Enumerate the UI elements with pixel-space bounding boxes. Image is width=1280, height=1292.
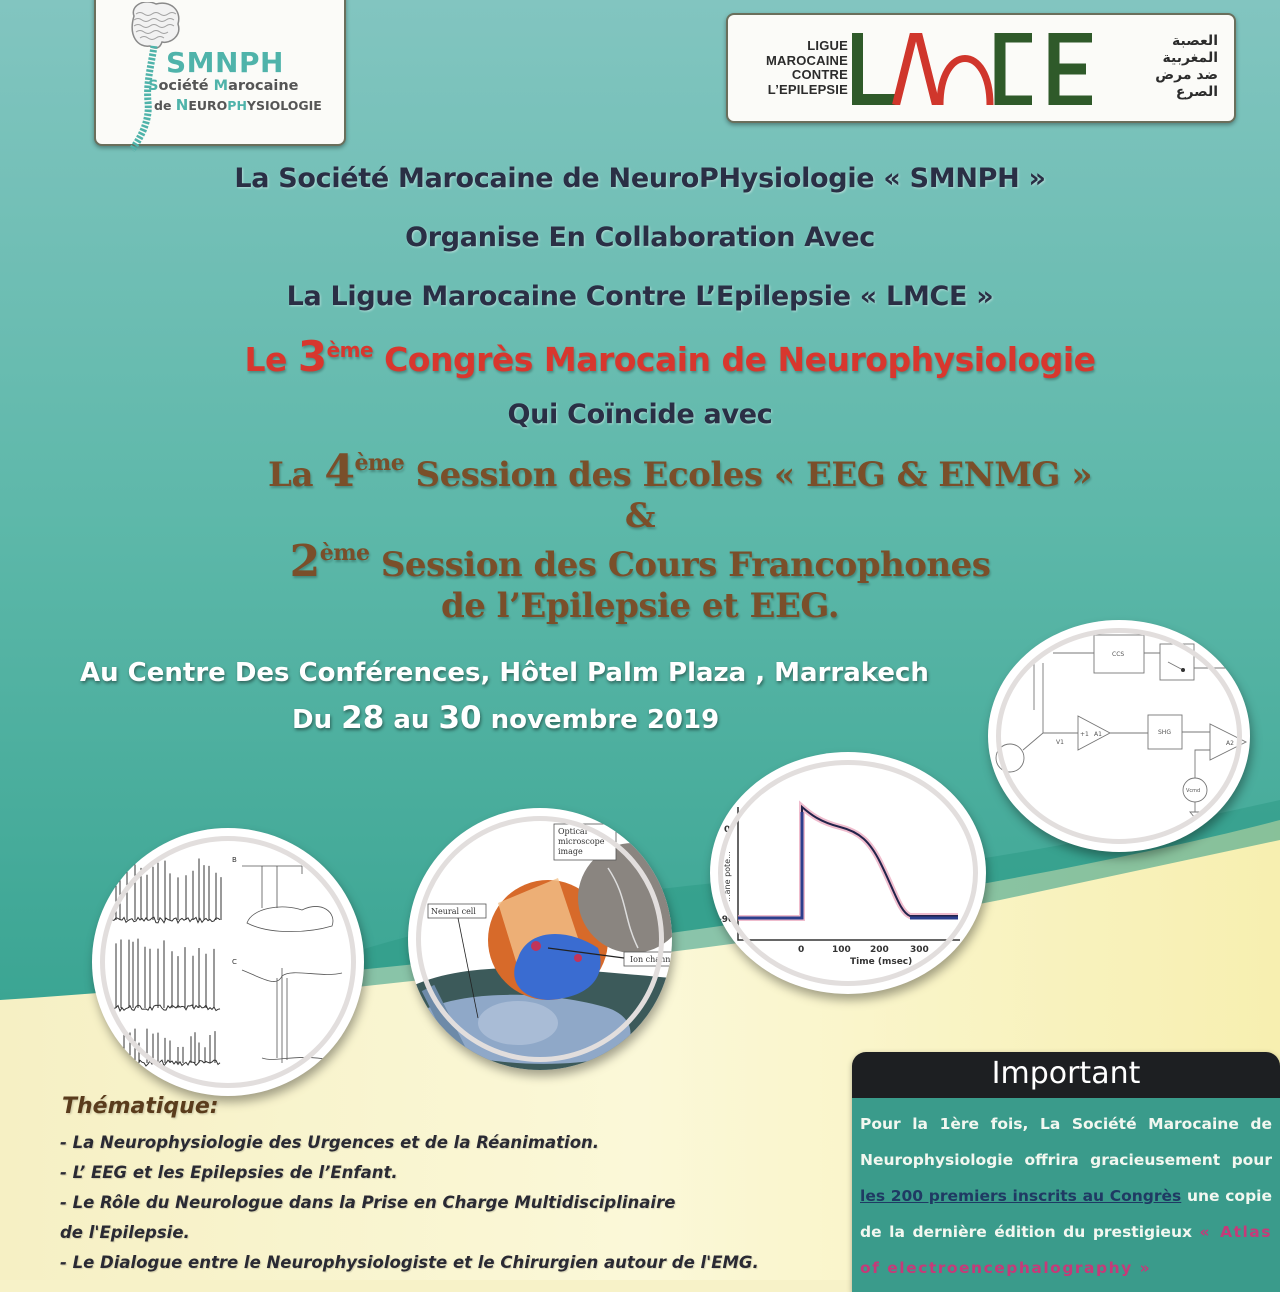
text-ph: PH [227, 98, 247, 113]
important-text [852, 1098, 1280, 1292]
x-tick-100: 100 [832, 945, 851, 955]
important-title: Important [852, 1052, 1280, 1098]
label-a1: A1 [1094, 731, 1102, 738]
neural-cell-label: Neural cell [431, 907, 476, 916]
label-ccs: CCS [1112, 651, 1125, 658]
label-plus1: +1 [1080, 731, 1089, 738]
neural-cell-image [408, 808, 672, 1070]
label-v1: V1 [1056, 739, 1064, 746]
venue-text: Au Centre Des Conférences, Hôtel Palm Plaza , Marrakech [80, 658, 929, 688]
x-axis-label: Time (msec) [850, 957, 913, 967]
ion-channel-label: Ion chann [630, 955, 671, 964]
session2-title [0, 536, 1280, 587]
optical-label-3: image [558, 847, 583, 856]
organizer-line: La Société Marocaine de NeuroPHysiologie « SMNPH » [234, 163, 1046, 194]
important-box [852, 1052, 1280, 1292]
offer-link[interactable]: les 200 premiers inscrits au Congrès [860, 1187, 1182, 1205]
collaboration-line: Organise En Collaboration Avec [405, 222, 875, 253]
thematique-title: Thématique: [62, 1094, 219, 1119]
lmce-mark-icon [852, 33, 1102, 105]
thematique-list [60, 1128, 759, 1278]
eeg-baseline [112, 1060, 220, 1066]
initial-m: M [213, 78, 229, 94]
ampersand: & [624, 496, 656, 536]
ordinal-suffix: ème [354, 450, 405, 476]
lmce-line: CONTRE [791, 67, 848, 82]
x-tick-200: 200 [870, 945, 889, 955]
session1-title [40, 446, 1280, 497]
text: La [268, 455, 325, 495]
smnph-logo [94, 0, 346, 146]
eeg-traces-graphic [92, 828, 364, 1096]
coincide-line: Qui Coïncide avec [507, 399, 773, 430]
text: Session des Cours Francophones [369, 545, 991, 585]
label-vcmd: Vcmd [1186, 788, 1201, 794]
optical-label-1: Optical [558, 827, 588, 836]
smnph-name-line2 [154, 96, 322, 114]
lmce-arabic-line: العصبة [1172, 33, 1218, 49]
thematique-item: - La Neurophysiologie des Urgences et de la Réanimation. [60, 1133, 600, 1152]
optical-label-2: microscope [558, 837, 605, 846]
x-tick-0: 0 [798, 945, 805, 955]
text: Du [292, 705, 342, 735]
neural-cell-graphic [408, 808, 672, 1070]
partner-line: La Ligue Marocaine Contre L’Epilepsie « LMCE » [286, 281, 994, 312]
text: EURO [188, 98, 228, 113]
initial-s: S [148, 78, 159, 94]
date-start: 28 [341, 700, 385, 736]
circuit-graphic [988, 620, 1250, 852]
date-end: 30 [438, 700, 482, 736]
action-potential-chart [710, 752, 986, 994]
text: de [154, 98, 176, 113]
ordinal-number: 3 [297, 332, 327, 381]
smnph-acronym: SMNPH [166, 46, 284, 79]
label-a2: A2 [1226, 740, 1234, 747]
x-tick-300: 300 [910, 945, 929, 955]
text: Session des Ecoles « EEG & ENMG » [404, 455, 1092, 495]
text: au [384, 705, 439, 735]
text: Congrès Marocain de Neurophysiologie [373, 340, 1096, 379]
eeg-baseline [112, 1005, 220, 1011]
ordinal-number: 2 [289, 536, 320, 587]
y-axis-label: ...ane pote... [723, 851, 732, 902]
eeg-traces-image [92, 828, 364, 1096]
smnph-name-line1 [148, 78, 298, 94]
session2-subtitle: de l’Epilepsie et EEG. [440, 586, 840, 626]
thematique-item: de l'Epilepsie. [60, 1223, 190, 1242]
lmce-arabic-line: المغربية [1162, 50, 1218, 66]
lmce-arabic-line: الصرع [1175, 84, 1218, 100]
ordinal-number: 4 [324, 446, 355, 497]
circuit-diagram [988, 620, 1250, 852]
action-potential-graphic [710, 752, 986, 994]
text: Le [244, 340, 298, 379]
text: ociété [158, 78, 214, 94]
text: arocaine [228, 78, 299, 94]
text: YSIOLOGIE [246, 98, 322, 113]
text: Pour la 1ère fois, La Société Marocaine de Neurophysiologie offrira gracieusement pour [860, 1115, 1272, 1169]
label-shg: SHG [1158, 729, 1171, 736]
congress-title [30, 332, 1280, 381]
text: une copie de la dernière édition du prestigieux [860, 1187, 1272, 1241]
lmce-arabic-line: ضد مرض [1155, 67, 1218, 83]
lmce-line: MAROCAINE [766, 52, 848, 68]
thematique-item: - L’ EEG et les Epilepsies de l’Enfant. [60, 1163, 398, 1182]
lmce-line: LIGUE [807, 38, 848, 53]
thematique-item: - Le Rôle du Neurologue dans la Prise en Charge Multidisciplinaire [60, 1193, 676, 1212]
lmce-line: L’EPILEPSIE [767, 81, 848, 97]
ordinal-suffix: ème [326, 338, 374, 362]
initial-n: N [175, 96, 189, 114]
lmce-arabic-name [1106, 33, 1218, 101]
ordinal-suffix: ème [319, 540, 370, 566]
event-date [292, 700, 719, 736]
y-tick-0: 0 [724, 825, 731, 835]
lmce-french-name [736, 39, 848, 97]
atlas-title: « Atlas of electroencephalography » [860, 1223, 1272, 1277]
lmce-logo [726, 13, 1236, 123]
panel-label-b: B [232, 856, 237, 864]
text: novembre 2019 [481, 705, 720, 735]
y-tick-neg90: -90 [718, 915, 735, 925]
panel-label-c: C [232, 958, 237, 966]
thematique-item: - Le Dialogue entre le Neurophysiologiste et le Chirurgien autour de l'EMG. [60, 1253, 759, 1272]
